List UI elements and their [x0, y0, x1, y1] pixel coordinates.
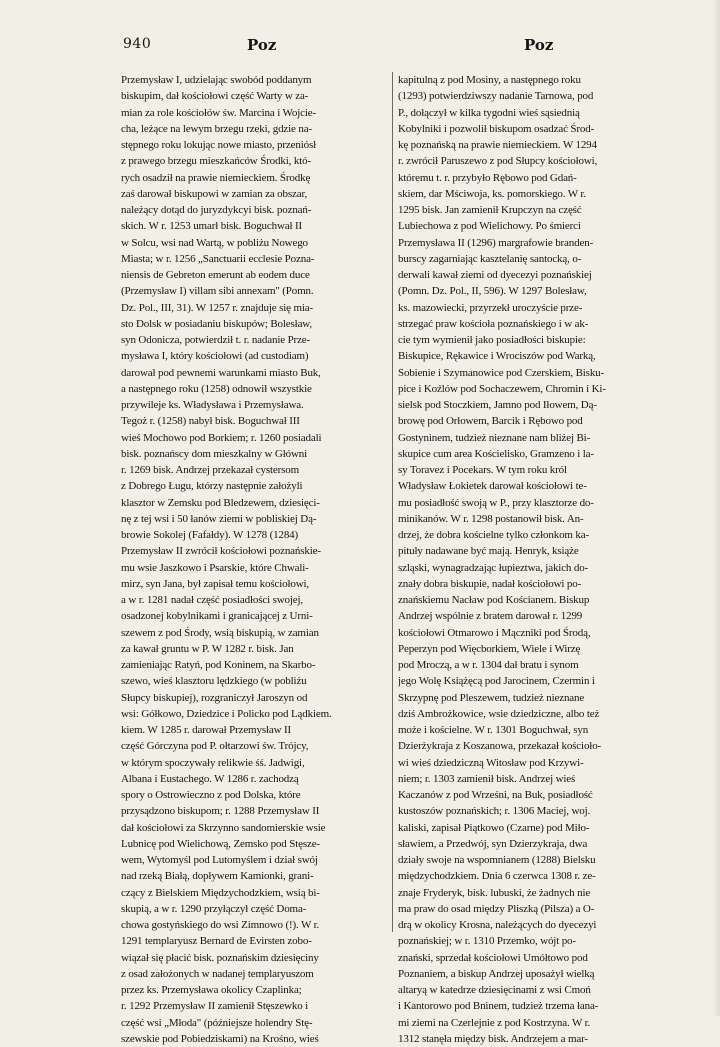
text-line: Tegoż r. (1258) nabył bisk. Boguchwał III: [121, 415, 300, 428]
text-line: przywileje ks. Władysława i Przemysława.: [121, 399, 304, 411]
text-line: pituły nadawane być mają. Henryk, książe: [398, 545, 579, 558]
column-divider: [392, 72, 393, 932]
text-line: (1293) potwierdziwszy nadanie Tarnowa, pod: [398, 90, 594, 103]
text-line: niensis de Gebreton emerunt ab eodem duce: [121, 269, 310, 281]
text-line: działy swoje na wspomnianem (1288) Bielsku: [398, 854, 596, 866]
text-line: wem, Wytomyśl pod Lutomyślem i dział swój: [121, 854, 318, 866]
text-line: sławiem, a Przedwój, syn Dzierzykraja, dwa: [398, 837, 588, 850]
text-line: mi ziemi na Czerlejnie z pod Kostrzyna. W r.: [398, 1016, 591, 1029]
text-line: osadzonej kobylnikami i granicającej z Urni-: [121, 610, 313, 623]
text-line: syn Odonicza, potwierdził t. r. nadanie Prze-: [121, 334, 311, 346]
text-line: kiem. W 1285 r. darował Przemysław II: [121, 724, 292, 736]
text-line: darował pod pewnemi warunkami miasto Buk,: [121, 366, 321, 379]
text-line: pice i Koźlów pod Sochaczewem, Chromin i Ki-: [398, 382, 606, 395]
text-line: a w r. 1281 nadał część posiadłości swojej,: [121, 594, 304, 606]
text-line: r. 1292 Przemysław II zamienił Stęszewko i: [121, 1000, 309, 1013]
text-line: Andrzej wspólnie z bratem darował r. 1299: [398, 610, 583, 623]
text-line: sy Toravez i Pocekars. W tym roku król: [398, 464, 567, 476]
text-line: jego Wolę Książęcą pod Jarocinem, Czermin i: [398, 675, 595, 688]
text-line: pod Mroczą, a w r. 1304 dał bratu i synom: [398, 659, 579, 671]
text-line: biskupim, dał kościołowi część Warty w za-: [121, 90, 309, 103]
text-line: mysława I, który kościołowi (ad custodiam): [121, 350, 309, 363]
text-line: derwali kawał ziemi od dyecezyi poznańskiej: [398, 269, 592, 281]
text-line: Przemysław II zwrócił kościołowi poznańskie-: [121, 545, 321, 558]
text-line: szewo, wieś klasztoru lędzkiego (w pobliżu: [121, 675, 307, 688]
text-line: szewem z pod Środy, wsią biskupią, w zamian: [121, 626, 319, 639]
text-line: międzychodzkiem. Dnia 6 czerwca 1308 r. ze-: [398, 870, 596, 883]
text-line: czący z Bielskiem Międzychodzkiem, wsią bi-: [121, 886, 320, 899]
text-line: znański, sprzedał kościołowi Umółtowo pod: [398, 951, 588, 964]
text-line: szląski, wynagradzając łupieztwa, jakich do-: [398, 561, 589, 574]
text-line: mu wsie Jaszkowo i Psarskie, które Chwali-: [121, 561, 309, 574]
text-line: (Pomn. Dz. Pol., II, 596). W 1297 Bolesław,: [398, 285, 587, 298]
text-line: spory o Ostrowieczno z pod Dolska, które: [121, 789, 301, 801]
text-line: Dz. Pol., III, 31). W 1257 r. znajduje się mia-: [121, 301, 314, 314]
page-number: 940: [123, 36, 152, 52]
text-line: 1295 bisk. Jan zamienił Krupczyn na część: [398, 204, 582, 216]
page-header: [0, 36, 720, 56]
text-line: przez ks. Przemysława okolicy Czaplinka;: [121, 984, 302, 996]
text-line: znańskiemu Nacław pod Kościanem. Biskup: [398, 594, 590, 606]
text-line: zamieniając Ratyń, pod Koninem, na Skarbo-: [121, 659, 316, 671]
text-line: z Dobrego Ługu, którzy następnie założyli: [121, 480, 303, 493]
text-line: sto Dolsk w posiadaniu biskupów; Bolesław,: [121, 317, 312, 330]
text-line: 1312 stanęła między bisk. Andrzejem a mar-: [398, 1032, 588, 1045]
text-line: w Solcu, wsi nad Wartą, w pobliżu Nowego: [121, 236, 308, 249]
text-line: Gostyninem, tudzież nieznane nam bliżej Bi-: [398, 431, 591, 444]
text-line: zaś darował biskupowi w zamian za obszar,: [121, 187, 308, 200]
text-line: mu posiadłość swoją w P., przy klasztorze do-: [398, 496, 594, 509]
text-line: r. zwrócił Paruszewo z pod Słupcy kościołowi,: [398, 155, 598, 168]
text-line: znaje Fryderyk, bisk. lubuski, że żadnych nie: [398, 886, 591, 899]
text-line: część wsi „Młoda" (późniejsze holendry Stę-: [121, 1016, 313, 1029]
text-line: Miasta; w r. 1256 „Sanctuarii ecclesie Pozna-: [121, 252, 315, 265]
text-line: Sobienie i Szymanowice pod Czerskiem, Bisku-: [398, 366, 605, 379]
text-line: burscy zagarniając kasztelanię santocką, o-: [398, 252, 582, 265]
text-line: strzegać praw kościoła poznańskiego i w ak-: [398, 317, 589, 330]
text-line: z osad założonych w nadanej templaryuszom: [121, 967, 314, 980]
text-line: w którym spoczywały relikwie śś. Jadwigi,: [121, 756, 305, 769]
text-line: minikanów. W r. 1298 postanowił bisk. An-: [398, 512, 584, 525]
text-line: altaryą w katedrze dziesięcinami z wsi Cmoń: [398, 984, 591, 996]
right-text-column: [398, 72, 666, 1047]
text-line: kustoszów poznańskich; r. 1306 Maciej, woj.: [398, 805, 591, 818]
text-line: cie tym wymienił jako posiadłości biskupie:: [398, 334, 586, 346]
right-running-head: Poz: [524, 36, 554, 54]
text-line: P., dołączył w kilka tygodni wieś sąsiednią: [398, 106, 580, 119]
text-line: wsi: Gółkowo, Dziedzice i Policko pod Lądkiem.: [121, 707, 332, 720]
text-line: ma praw do osad między Pliszką (Pilsza) a O-: [398, 902, 595, 915]
text-line: znały dobra biskupie, nadał kościołowi po-: [398, 577, 582, 590]
text-line: 1291 templaryusz Bernard de Evirsten zobo-: [121, 935, 312, 948]
text-line: stępnego roku lokując nowe miasto, przeniósł: [121, 139, 317, 151]
text-line: dał kościołowi za Skrzynno sandomierskie wsie: [121, 821, 326, 834]
text-line: poznańskiej; w r. 1310 Przemko, wójt po-: [398, 935, 576, 948]
text-line: Przemysław I, udzielając swobód poddanym: [121, 74, 312, 86]
text-line: któremu t. r. przybyło Rębowo pod Gdań-: [398, 171, 577, 184]
left-running-head: Poz: [247, 36, 277, 54]
text-line: drzej, że dobra kościelne tylko członkom ka-: [398, 529, 590, 541]
text-line: kapitulną z pod Mosiny, a następnego roku: [398, 74, 581, 86]
text-line: skupice cum area Kościelisko, Gramzeno i la-: [398, 447, 594, 460]
text-line: chowa gostyńskiego do wsi Zimnowo (!). W r.: [121, 919, 320, 931]
text-line: Słupcy biskupiej), rozgraniczył Jaroszyn od: [121, 691, 308, 704]
text-line: rych osadził na prawie niemieckiem. Środkę: [121, 171, 311, 184]
text-line: mian za role kościołów św. Marcina i Wojcie-: [121, 106, 317, 119]
text-line: z prawego brzegu mieszkańców Środki, któ-: [121, 155, 311, 168]
text-line: cha, leżące na lewym brzegu rzeki, gdzie na-: [121, 122, 312, 135]
text-line: skupią, a w r. 1290 przyłączył część Doma-: [121, 902, 307, 915]
text-line: kę poznańską na prawie niemieckiem. W 1294: [398, 139, 597, 151]
text-line: wiązał się płacić bisk. poznańskim dziesięciny: [121, 951, 319, 964]
text-line: część Górczyna pod P. ołtarzowi św. Trójcy,: [121, 740, 309, 753]
text-line: należący dotąd do juryzdykcyi bisk. poznań-: [121, 204, 312, 216]
text-line: bisk. poznańscy dom mieszkalny w Główni: [121, 447, 308, 460]
text-line: szewskie pod Pobiedziskami) na Krośno, wieś: [121, 1032, 319, 1045]
text-line: sielsk pod Stoczkiem, Jamno pod Iłowem, Dą-: [398, 399, 597, 411]
text-line: Przemysława II (1296) margrafowie branden-: [398, 236, 594, 249]
text-line: Lubnicę pod Wielichową, Zemsko pod Stęsze-: [121, 837, 320, 850]
text-line: wieś Mochowo pod Borkiem; r. 1260 posiadali: [121, 431, 322, 444]
text-line: za kawał gruntu w P. W 1282 r. bisk. Jan: [121, 642, 294, 655]
text-line: Poznaniem, a biskup Andrzej uposażył wielką: [398, 967, 595, 980]
text-line: klasztor w Zemsku pod Bledzewem, dziesięci-: [121, 496, 320, 509]
text-line: a następnego roku (1258) odnowił wszystkie: [121, 382, 312, 395]
text-line: Albana i Eustachego. W 1286 r. zachodzą: [121, 772, 299, 785]
text-line: mirz, syn Jana, był zapisał temu kościołowi,: [121, 577, 310, 590]
text-line: wi wieś dziedziczną Witosław pod Krzywi-: [398, 756, 584, 769]
text-line: (Przemysław I) villam sibi annexam" (Pomn.: [121, 285, 314, 298]
text-line: browie Sokolej (Fafałdy). W 1278 (1284): [121, 529, 299, 541]
text-line: przysądzono biskupom; r. 1288 Przemysław II: [121, 805, 320, 818]
text-line: Kobylniki i pozwolił biskupom osadzać Środ-: [398, 122, 595, 135]
text-line: r. 1269 bisk. Andrzej przekazał cystersom: [121, 464, 300, 476]
left-text-column: [121, 72, 389, 1047]
text-line: kaliski, zapisał Piątkowo (Czarne) pod Miło-: [398, 821, 590, 834]
text-line: Kaczanów z pod Wrześni, na Buk, posiadłość: [398, 789, 593, 801]
page-edge-shadow: [712, 0, 720, 1016]
text-line: niem; r. 1303 zamienił bisk. Andrzej wieś: [398, 772, 576, 785]
text-line: browę pod Orłowem, Barcik i Rębowo pod: [398, 415, 583, 428]
text-line: ks. mazowiecki, przyrzekł uroczyście prze-: [398, 301, 583, 314]
text-line: nad rzeką Białą, dopływem Kamionki, grani-: [121, 870, 314, 883]
text-line: drą w okolicy Krosna, należących do dyecezyi: [398, 919, 597, 931]
text-line: może i kościelne. W r. 1301 Boguchwał, syn: [398, 724, 589, 736]
text-line: Skrzypnę pod Pleszewem, tudzież nieznane: [398, 691, 585, 704]
text-line: i Kantorowo pod Bninem, tudzież trzema łana-: [398, 1000, 599, 1013]
text-line: Peperzyn pod Więcborkiem, Wiele i Wirzę: [398, 642, 581, 655]
text-line: skiem, dar Mściwoja, ks. pomorskiego. W r.: [398, 187, 586, 200]
text-line: nę z tej wsi i 50 łanów ziemi w pobliskiej Dą-: [121, 512, 317, 525]
text-line: Lubiechowa z pod Wielichowy. Po śmierci: [398, 220, 581, 233]
text-line: Władysław Łokietek darował kościołowi te-: [398, 480, 587, 493]
text-line: kościołowi Otmarowo i Mączniki pod Środą,: [398, 626, 591, 639]
text-line: dziś Ambrożkowice, wsie dziedziczne, albo też: [398, 707, 600, 720]
text-line: skich. W r. 1253 umarł bisk. Boguchwał II: [121, 220, 303, 233]
text-line: Dzierżykraja z Koszanowa, przekazał kościoło-: [398, 740, 602, 753]
text-line: Biskupice, Rękawice i Wrociszów pod Warką,: [398, 350, 596, 363]
